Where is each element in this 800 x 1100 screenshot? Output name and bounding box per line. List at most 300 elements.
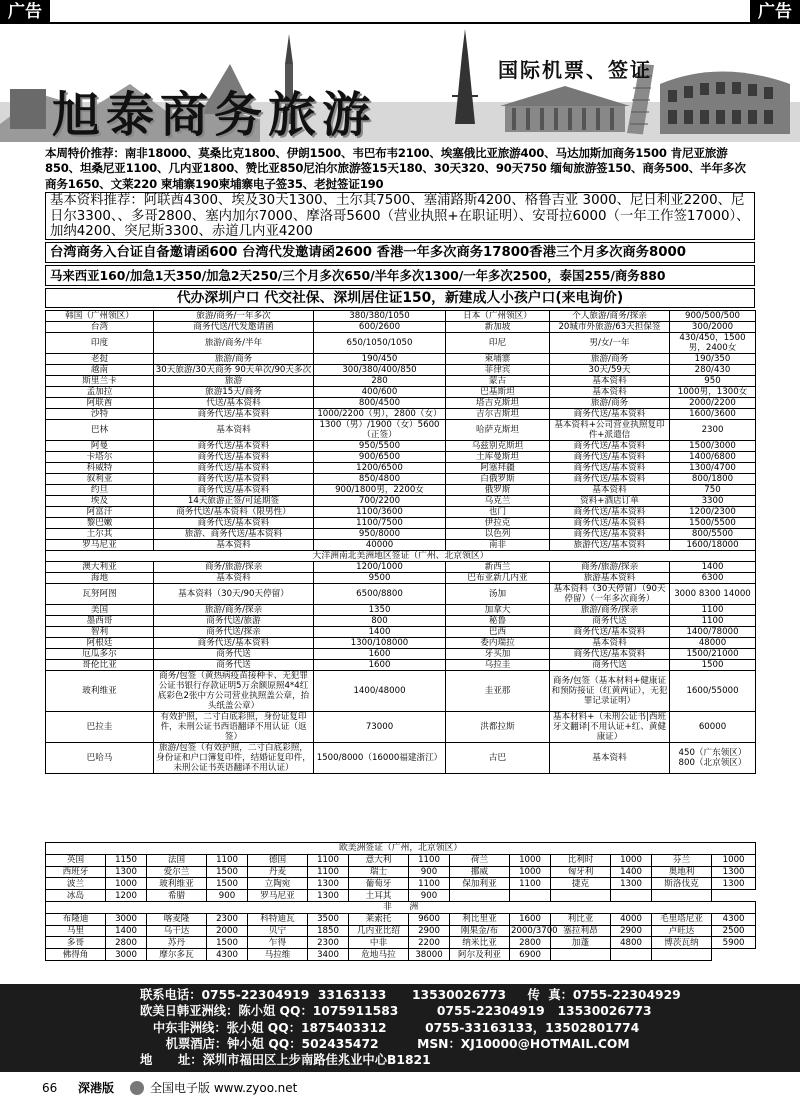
table-cell: 孟加拉 bbox=[46, 387, 154, 398]
table-cell: 2000 bbox=[207, 925, 248, 937]
table-row bbox=[46, 398, 756, 409]
table-cell: 叙利亚 bbox=[46, 474, 154, 485]
table-cell: 瑞士 bbox=[349, 866, 409, 878]
table-cell: 巴拉圭 bbox=[46, 712, 154, 743]
table-cell: 1000 bbox=[106, 878, 147, 890]
table-cell: 智利 bbox=[46, 627, 154, 638]
table-cell: 商务代送/基本资料 bbox=[154, 409, 314, 420]
table-cell: 瓦努阿图 bbox=[46, 584, 154, 605]
table-row bbox=[46, 743, 756, 774]
table-row bbox=[46, 441, 756, 452]
table-cell: 950/8000 bbox=[314, 529, 446, 540]
table-cell: 旅游/包签（有效护照，二寸白底彩照，身份证和户口簿复印件，结婚证复印件，未刑公证书英语翻译不用认证） bbox=[154, 743, 314, 774]
table-cell: 商务/包签（黄热病疫苗接种卡、无犯罪公证书银行存款证明5万余额原照4*4红底彩色2张中方公司营业执照盖公章，抬头纸盖公章） bbox=[154, 671, 314, 712]
table-cell: 1600 bbox=[314, 649, 446, 660]
table-cell: 澳大利亚 bbox=[46, 562, 154, 573]
table-cell: 商务代送 bbox=[550, 616, 670, 627]
table-cell: 1000 bbox=[712, 854, 756, 866]
table-cell: 商务代送/基本资料 bbox=[550, 441, 670, 452]
table-cell: 乌兹别克斯坦 bbox=[446, 441, 550, 452]
table-cell: 商务代送/基本资料 bbox=[154, 518, 314, 529]
table-row bbox=[46, 365, 756, 376]
table-cell: 商务代送/探亲 bbox=[154, 627, 314, 638]
table-cell: 捷克 bbox=[551, 878, 611, 890]
table-cell: 1200/1000 bbox=[314, 562, 446, 573]
table-cell: 秘鲁 bbox=[446, 616, 550, 627]
table-cell: 新西兰 bbox=[446, 562, 550, 573]
edition-label: 深港版 bbox=[78, 1081, 115, 1095]
asia-visa-table bbox=[45, 310, 756, 774]
malaysia-thai-offer: 马来西亚160/加急1天350/加急2天250/三个月多次650/半年多次1300/一年多次2500，泰国255/商务880 bbox=[45, 265, 755, 286]
contact-phone: 联系电话：0755-22304919 33163133 13530026773 传 真：0755-22304929 bbox=[140, 988, 681, 1002]
table-row bbox=[46, 463, 756, 474]
table-cell: 900 bbox=[207, 890, 248, 902]
table-cell: 6900 bbox=[510, 949, 551, 961]
table-cell: 1400/6800 bbox=[670, 452, 756, 463]
table-cell: 300/2000 bbox=[670, 322, 756, 333]
table-cell: 4300 bbox=[207, 949, 248, 961]
contact-tickets-line: 机票酒店：钟小姐 QQ：502435472 MSN：XJ10000@HOTMAIL.COM bbox=[140, 1036, 630, 1051]
table-cell: 1300 bbox=[308, 890, 349, 902]
table-cell bbox=[551, 949, 611, 961]
table-cell: 古巴 bbox=[446, 743, 550, 774]
table-cell: 商务/旅游/探亲 bbox=[550, 562, 670, 573]
table-cell: 洪都拉斯 bbox=[446, 712, 550, 743]
table-cell: 旅游 bbox=[154, 376, 314, 387]
table-cell: 刚果金/布 bbox=[450, 925, 510, 937]
table-cell: 1600 bbox=[510, 913, 551, 925]
table-cell: 1850 bbox=[308, 925, 349, 937]
table-cell: 商务代送 bbox=[154, 660, 314, 671]
table-cell: 190/350 bbox=[670, 354, 756, 365]
table-cell: 葡萄牙 bbox=[349, 878, 409, 890]
table-row bbox=[46, 485, 756, 496]
table-row bbox=[46, 671, 756, 712]
table-cell: 2000/3700 bbox=[511, 925, 558, 936]
table-cell: 贝宁 bbox=[248, 925, 308, 937]
table-row bbox=[46, 616, 756, 627]
table-cell: 基本资料 bbox=[550, 376, 670, 387]
table-cell: 48000 bbox=[670, 638, 756, 649]
table-cell: 商务代送 bbox=[154, 649, 314, 660]
table-cell: 斯里兰卡 bbox=[46, 376, 154, 387]
table-cell: 800/5500 bbox=[670, 529, 756, 540]
shenzhen-hukou-service: 代办深圳户口 代交社保、深圳居住证150，新建成人小孩户口(来电询价) bbox=[45, 288, 755, 308]
table-cell: 380/380/1050 bbox=[314, 311, 446, 322]
table-cell: 1400 bbox=[611, 866, 652, 878]
table-cell: 650/1050/1050 bbox=[314, 333, 446, 354]
table-cell: 商务代送/基本资料 bbox=[550, 627, 670, 638]
table-row bbox=[46, 627, 756, 638]
table-cell: 个人旅游/商务/探亲 bbox=[550, 311, 670, 322]
table-cell: 乍得 bbox=[248, 937, 308, 949]
table-cell: 1200/6500 bbox=[314, 463, 446, 474]
table-cell: 马拉维 bbox=[248, 949, 308, 961]
table-cell: 圭亚那 bbox=[446, 671, 550, 712]
table-cell: 3000 bbox=[106, 913, 147, 925]
table-cell: 危地马拉 bbox=[349, 949, 409, 961]
table-cell: 400/600 bbox=[314, 387, 446, 398]
table-cell: 也门 bbox=[446, 507, 550, 518]
table-cell: 科威特 bbox=[46, 463, 154, 474]
table-cell: 卡塔尔 bbox=[46, 452, 154, 463]
table-cell: 2900 bbox=[409, 925, 450, 937]
table-cell: 美国 bbox=[46, 605, 154, 616]
table-cell: 新加坡 bbox=[446, 322, 550, 333]
table-cell: 900 bbox=[409, 890, 450, 902]
table-cell: 乌干达 bbox=[147, 925, 207, 937]
table-row bbox=[46, 562, 756, 573]
table-cell: 芬兰 bbox=[652, 854, 712, 866]
table-row bbox=[46, 937, 756, 949]
table-cell: 1100 bbox=[409, 878, 450, 890]
table-cell: 1100/7500 bbox=[314, 518, 446, 529]
table-cell: 德国 bbox=[248, 854, 308, 866]
table-cell: 商务代送/基本资料（限男性） bbox=[154, 507, 314, 518]
table-cell: 1300（男）/1900（女）5600（正签） bbox=[314, 420, 446, 441]
table-cell bbox=[450, 890, 510, 902]
table-cell: 商务代送/基本资料 bbox=[550, 649, 670, 660]
table-cell: 荷兰 bbox=[450, 854, 510, 866]
table-cell: 哈萨克斯坦 bbox=[446, 420, 550, 441]
table-row bbox=[46, 496, 756, 507]
page-number: 66 bbox=[42, 1081, 58, 1095]
table-cell: 土耳其 bbox=[349, 890, 409, 902]
table-cell: 2000/2200 bbox=[670, 398, 756, 409]
table-cell: 沙特 bbox=[46, 409, 154, 420]
table-cell: 墨西哥 bbox=[46, 616, 154, 627]
table-cell: 科特迪瓦 bbox=[248, 913, 308, 925]
table-cell: 1600/3600 bbox=[670, 409, 756, 420]
table-row bbox=[46, 949, 756, 961]
table-cell bbox=[611, 890, 652, 902]
table-cell: 商务代送/基本资料 bbox=[550, 463, 670, 474]
table-cell: 2300 bbox=[207, 913, 248, 925]
table-cell: 1000/2200（男），2800（女） bbox=[314, 409, 446, 420]
table-cell: 旅游/商务/一年多次 bbox=[154, 311, 314, 322]
table-cell: 2200 bbox=[409, 937, 450, 949]
table-row bbox=[46, 420, 756, 441]
table-cell: 英国 bbox=[46, 854, 106, 866]
table-cell: 商务代送/基本资料 bbox=[550, 474, 670, 485]
table-cell: 1300 bbox=[712, 878, 756, 890]
table-cell: 商务代送 bbox=[550, 660, 670, 671]
brand-name: 旭泰商务旅游 bbox=[52, 87, 377, 143]
table-cell: 蒙古 bbox=[446, 376, 550, 387]
table-cell: 1300 bbox=[611, 878, 652, 890]
table-cell: 波兰 bbox=[46, 878, 106, 890]
table-cell: 3000 8300 14000 bbox=[670, 584, 756, 605]
table-row bbox=[46, 890, 756, 902]
site-label: 全国电子版 www.zyoo.net bbox=[150, 1081, 298, 1095]
table-cell: 旅游/商务 bbox=[550, 398, 670, 409]
table-cell: 塔吉克斯坦 bbox=[446, 398, 550, 409]
table-cell: 3000 bbox=[106, 949, 147, 961]
table-cell: 30天/59天 bbox=[550, 365, 670, 376]
section-heading-row bbox=[46, 901, 756, 913]
table-cell: 摩尔多瓦 bbox=[147, 949, 207, 961]
table-row bbox=[46, 584, 756, 605]
section-heading-row bbox=[46, 843, 756, 855]
taiwan-hk-offer: 台湾商务入台证自备邀请函600 台湾代发邀请函2600 香港一年多次商务17800香港三个月多次商务8000 bbox=[45, 242, 755, 263]
table-cell: 280/430 bbox=[670, 365, 756, 376]
table-cell: 加拿大 bbox=[446, 605, 550, 616]
table-row bbox=[46, 913, 756, 925]
table-cell: 1400/78000 bbox=[670, 627, 756, 638]
table-cell: 玻利维亚 bbox=[147, 878, 207, 890]
table-cell: 2800 bbox=[510, 937, 551, 949]
table-cell: 1600 bbox=[314, 660, 446, 671]
table-cell: 2300 bbox=[670, 420, 756, 441]
table-cell: 旅游/商务/半年 bbox=[154, 333, 314, 354]
table-cell: 1500 bbox=[670, 660, 756, 671]
table-cell: 柬埔寨 bbox=[446, 354, 550, 365]
table-cell: 4300 bbox=[712, 913, 756, 925]
section-heading: 大洋洲南北美洲地区签证（广州、北京领区） bbox=[46, 551, 756, 562]
table-cell: 土库曼斯坦 bbox=[446, 452, 550, 463]
table-cell: 基本资料 bbox=[154, 573, 314, 584]
table-cell bbox=[551, 890, 611, 902]
table-cell: 商务代送/基本资料 bbox=[154, 638, 314, 649]
table-cell: 1600/55000 bbox=[670, 671, 756, 712]
table-cell: 奥地利 bbox=[652, 866, 712, 878]
table-cell: 比利时 bbox=[551, 854, 611, 866]
table-cell: 430/450，1500男，2400女 bbox=[670, 333, 756, 354]
table-cell: 1000男，1300女 bbox=[670, 387, 756, 398]
table-cell: 950 bbox=[670, 376, 756, 387]
table-cell: 马里 bbox=[46, 925, 106, 937]
table-cell: 厄瓜多尔 bbox=[46, 649, 154, 660]
table-cell: 900/6500 bbox=[314, 452, 446, 463]
table-cell: 4000 bbox=[611, 913, 652, 925]
table-cell: 吉尔吉斯坦 bbox=[446, 409, 550, 420]
table-cell: 商务代送/基本资料 bbox=[154, 474, 314, 485]
table-cell: 9500 bbox=[314, 573, 446, 584]
section-heading-row bbox=[46, 551, 756, 562]
table-cell: 800/4500 bbox=[314, 398, 446, 409]
table-cell: 几内亚比绍 bbox=[349, 925, 409, 937]
table-cell: 白俄罗斯 bbox=[446, 474, 550, 485]
table-cell: 罗马尼亚 bbox=[46, 540, 154, 551]
table-cell: 男/女/一年 bbox=[550, 333, 670, 354]
table-row bbox=[46, 605, 756, 616]
table-cell: 20城市外旅游/63天担保签 bbox=[550, 322, 670, 333]
table-cell: 埃及 bbox=[46, 496, 154, 507]
table-cell: 爱尔兰 bbox=[147, 866, 207, 878]
contact-asia-line: 欧美日韩亚洲线：陈小姐 QQ：1075911583 0755-22304919 13530026773 bbox=[140, 1004, 652, 1019]
table-cell: 900/500/500 bbox=[670, 311, 756, 322]
table-cell: 2900 bbox=[611, 925, 652, 937]
table-cell bbox=[510, 890, 551, 902]
table-cell: 印尼 bbox=[446, 333, 550, 354]
table-cell bbox=[652, 949, 712, 961]
table-cell: 以色列 bbox=[446, 529, 550, 540]
table-cell: 1150 bbox=[106, 854, 147, 866]
table-cell: 多哥 bbox=[46, 937, 106, 949]
table-cell: 阿尔及利亚 bbox=[450, 949, 510, 961]
table-cell: 750 bbox=[670, 485, 756, 496]
table-row bbox=[46, 311, 756, 322]
table-cell: 1500/8000（16000福建浙江） bbox=[314, 743, 446, 774]
table-row bbox=[46, 452, 756, 463]
table-cell: 旅游基本资料 bbox=[550, 573, 670, 584]
table-row bbox=[46, 540, 756, 551]
table-cell: 商务代送/基本资料 bbox=[550, 529, 670, 540]
table-cell: 40000 bbox=[314, 540, 446, 551]
table-cell: 塞拉利昂 bbox=[551, 925, 611, 937]
table-cell: 商务/旅游/探亲 bbox=[154, 562, 314, 573]
table-cell: 38000 bbox=[409, 949, 450, 961]
brand-slogan: 国际机票、签证 bbox=[498, 58, 652, 82]
table-cell: 3500 bbox=[308, 913, 349, 925]
table-cell: 南非 bbox=[446, 540, 550, 551]
table-cell: 旅游代送/基本资料 bbox=[550, 540, 670, 551]
table-row bbox=[46, 474, 756, 485]
table-cell: 9600 bbox=[409, 913, 450, 925]
table-cell: 1100 bbox=[670, 605, 756, 616]
table-cell: 日本（广州领区） bbox=[446, 311, 550, 322]
table-cell: 印度 bbox=[46, 333, 154, 354]
table-cell: 280 bbox=[314, 376, 446, 387]
site-logo-icon bbox=[130, 1081, 144, 1095]
table-cell: 14天旅游正签/可延期签 bbox=[154, 496, 314, 507]
table-row bbox=[46, 878, 756, 890]
table-cell: 1500 bbox=[207, 937, 248, 949]
table-cell: 菲律宾 bbox=[446, 365, 550, 376]
table-cell: 土尔其 bbox=[46, 529, 154, 540]
table-cell: 老挝 bbox=[46, 354, 154, 365]
table-cell: 乌拉圭 bbox=[446, 660, 550, 671]
table-cell: 1500 bbox=[207, 878, 248, 890]
table-cell: 阿曼 bbox=[46, 441, 154, 452]
table-cell: 越南 bbox=[46, 365, 154, 376]
table-cell: 850/4800 bbox=[314, 474, 446, 485]
table-cell: 立陶宛 bbox=[248, 878, 308, 890]
table-cell: 1500 bbox=[207, 866, 248, 878]
table-cell: 旅游、商务代送/基本资料 bbox=[154, 529, 314, 540]
table-cell: 有效护照，二寸白底彩照，身份证复印件，未刑公证书西语翻译不用认证（返签） bbox=[154, 712, 314, 743]
table-cell: 资料+酒店订单 bbox=[550, 496, 670, 507]
table-cell: 2800 bbox=[106, 937, 147, 949]
table-cell: 1200 bbox=[106, 890, 147, 902]
table-cell: 1100 bbox=[409, 854, 450, 866]
table-cell: 商务代送/旅游 bbox=[154, 616, 314, 627]
table-cell: 1000 bbox=[510, 866, 551, 878]
table-cell: 900 bbox=[409, 866, 450, 878]
table-cell: 代送/基本资料 bbox=[154, 398, 314, 409]
table-cell: 莱索托 bbox=[349, 913, 409, 925]
table-cell: 基本资料 bbox=[154, 420, 314, 441]
table-cell: 基本资料（30天停留）（90天停留）（一年多次商务） bbox=[550, 584, 670, 605]
contact-address: 地 址：深圳市福田区上步南路佳兆业中心B1821 bbox=[140, 1053, 431, 1068]
table-cell: 罗马尼亚 bbox=[248, 890, 308, 902]
table-cell: 巴西 bbox=[446, 627, 550, 638]
ad-label-left: 广告 bbox=[0, 0, 50, 24]
table-cell: 6300 bbox=[670, 573, 756, 584]
weekly-specials: 本周特价推荐：南非18000、莫桑比克1800、伊朗1500、韦巴布韦2100、埃塞俄比亚旅游400、马达加斯加商务1500 肯尼亚旅游850、坦桑尼亚1100、几内亚1800、赞比亚850尼泊尔旅游签15天180、30天320、90天750 缅甸旅游签150、商务500、半年多次商务1650、文莱220 柬埔寨190柬埔寨电子签35、老挝签证190 bbox=[45, 146, 746, 191]
table-cell: 190/450 bbox=[314, 354, 446, 365]
table-cell: 基本资料 bbox=[550, 485, 670, 496]
table-cell: 73000 bbox=[314, 712, 446, 743]
table-cell: 5900 bbox=[712, 937, 756, 949]
table-cell: 挪威 bbox=[450, 866, 510, 878]
table-cell: 苏丹 bbox=[147, 937, 207, 949]
table-cell: 阿根廷 bbox=[46, 638, 154, 649]
table-cell: 喀麦隆 bbox=[147, 913, 207, 925]
table-cell: 60000 bbox=[670, 712, 756, 743]
table-cell: 旅游15天/商务 bbox=[154, 387, 314, 398]
table-cell: 利比亚 bbox=[551, 913, 611, 925]
table-row bbox=[46, 866, 756, 878]
table-cell: 中非 bbox=[349, 937, 409, 949]
table-cell: 巴林 bbox=[46, 420, 154, 441]
table-cell: 2500 bbox=[712, 925, 756, 937]
table-cell: 1350 bbox=[314, 605, 446, 616]
hero-banner bbox=[0, 24, 800, 142]
table-cell: 委内瑞拉 bbox=[446, 638, 550, 649]
table-cell: 商务代送/基本资料 bbox=[154, 485, 314, 496]
table-cell: 旅游/商务/探亲 bbox=[550, 605, 670, 616]
table-row bbox=[46, 518, 756, 529]
table-cell: 700/2200 bbox=[314, 496, 446, 507]
table-cell: 3400 bbox=[308, 949, 349, 961]
ad-label-right: 广告 bbox=[750, 0, 800, 24]
table-cell: 希腊 bbox=[147, 890, 207, 902]
table-cell: 1100 bbox=[308, 854, 349, 866]
table-cell: 纳米比亚 bbox=[450, 937, 510, 949]
table-cell: 商务代送/基本资料 bbox=[550, 452, 670, 463]
table-cell: 基本资料 bbox=[550, 743, 670, 774]
table-row bbox=[46, 854, 756, 866]
table-cell: 毛里塔尼亚 bbox=[652, 913, 712, 925]
table-cell: 基本资料（30天/90天停留） bbox=[154, 584, 314, 605]
table-cell: 商务代送/基本资料 bbox=[550, 518, 670, 529]
table-cell: 旅游/商务 bbox=[154, 354, 314, 365]
table-cell: 基本资料 bbox=[550, 638, 670, 649]
table-cell: 布隆迪 bbox=[46, 913, 106, 925]
table-cell: 阿富汗 bbox=[46, 507, 154, 518]
table-cell: 600/2600 bbox=[314, 322, 446, 333]
table-cell: 博茨瓦纳 bbox=[652, 937, 712, 949]
table-cell: 巴基斯坦 bbox=[446, 387, 550, 398]
table-row bbox=[46, 660, 756, 671]
table-cell: 商务/包签（基本材料+健康证和预防接证（红黄两证），无犯罪记录证明） bbox=[550, 671, 670, 712]
table-cell: 乌克兰 bbox=[446, 496, 550, 507]
table-row bbox=[46, 507, 756, 518]
table-cell: 卢旺达 bbox=[652, 925, 712, 937]
table-cell: 1400 bbox=[670, 562, 756, 573]
table-cell: 西班牙 bbox=[46, 866, 106, 878]
table-cell: 1500/21000 bbox=[670, 649, 756, 660]
table-cell: 意大利 bbox=[349, 854, 409, 866]
table-row bbox=[46, 333, 756, 354]
table-cell: 1000 bbox=[510, 854, 551, 866]
table-cell: 1500/3000 bbox=[670, 441, 756, 452]
table-cell: 900/1800男，2200女 bbox=[314, 485, 446, 496]
table-cell: 1300/4700 bbox=[670, 463, 756, 474]
table-cell: 商务代送/代发邀请函 bbox=[154, 322, 314, 333]
table-row bbox=[46, 409, 756, 420]
table-cell: 海地 bbox=[46, 573, 154, 584]
table-cell: 1400 bbox=[314, 627, 446, 638]
table-cell: 4800 bbox=[611, 937, 652, 949]
table-cell: 韩国（广州领区） bbox=[46, 311, 154, 322]
table-cell: 300/380/400/850 bbox=[314, 365, 446, 376]
table-cell: 巴布亚新几内亚 bbox=[446, 573, 550, 584]
table-cell: 1100 bbox=[510, 878, 551, 890]
table-cell: 斯洛伐克 bbox=[652, 878, 712, 890]
table-cell: 1100 bbox=[308, 866, 349, 878]
